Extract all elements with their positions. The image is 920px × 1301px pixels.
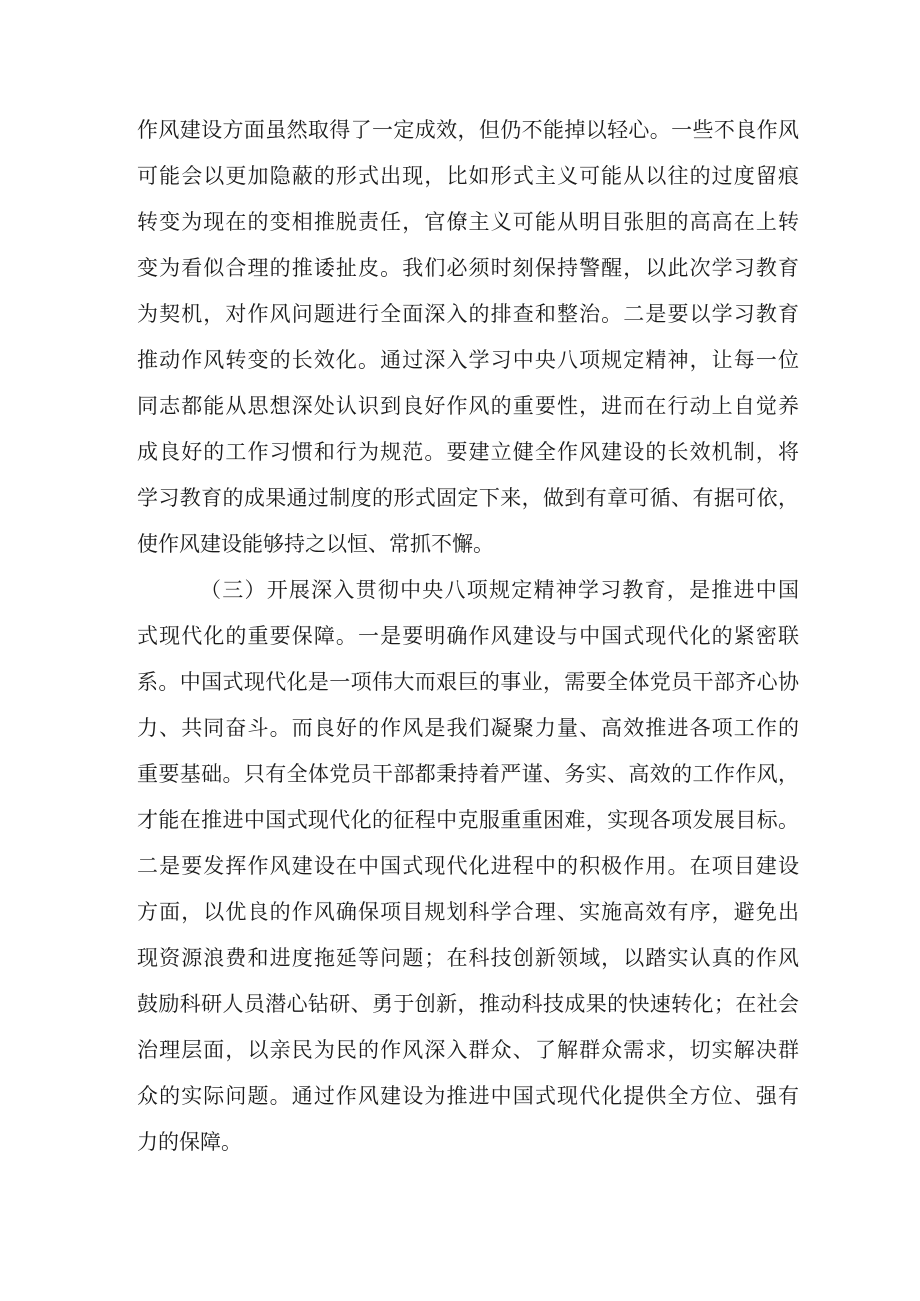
text-line: 式现代化的重要保障。一是要明确作风建设与中国式现代化的紧密联 [137, 624, 799, 648]
text-line: 二是要发挥作风建设在中国式现代化进程中的积极作用。在项目建设 [137, 854, 799, 878]
paragraph-heading-line: （三）开展深入贯彻中央八项规定精神学习教育，是推进中国 [200, 578, 799, 602]
text-line: 为契机，对作风问题进行全面深入的排查和整治。二是要以学习教育 [137, 302, 799, 326]
text-line: 系。中国式现代化是一项伟大而艰巨的事业，需要全体党员干部齐心协 [137, 670, 799, 694]
text-line: 力的保障。 [137, 1130, 242, 1154]
text-line: 才能在推进中国式现代化的征程中克服重重困难，实现各项发展目标。 [137, 808, 799, 832]
text-line: 成良好的工作习惯和行为规范。要建立健全作风建设的长效机制，将 [137, 440, 799, 464]
text-line: 力、共同奋斗。而良好的作风是我们凝聚力量、高效推进各项工作的 [137, 716, 799, 740]
text-line: 重要基础。只有全体党员干部都秉持着严谨、务实、高效的工作作风， [137, 762, 799, 786]
text-line: 转变为现在的变相推脱责任，官僚主义可能从明目张胆的高高在上转 [137, 210, 799, 234]
text-line: 使作风建设能够持之以恒、常抓不懈。 [137, 532, 494, 556]
text-line: 方面，以优良的作风确保项目规划科学合理、实施高效有序，避免出 [137, 900, 799, 924]
text-line: 现资源浪费和进度拖延等问题；在科技创新领域，以踏实认真的作风 [137, 946, 799, 970]
text-line: 治理层面，以亲民为民的作风深入群众、了解群众需求，切实解决群 [137, 1038, 799, 1062]
text-line: 鼓励科研人员潜心钻研、勇于创新，推动科技成果的快速转化；在社会 [137, 992, 799, 1016]
text-line: 众的实际问题。通过作风建设为推进中国式现代化提供全方位、强有 [137, 1084, 799, 1108]
text-line: 学习教育的成果通过制度的形式固定下来，做到有章可循、有据可依， [137, 486, 799, 510]
text-line: 变为看似合理的推诿扯皮。我们必须时刻保持警醒，以此次学习教育 [137, 256, 799, 280]
text-line: 同志都能从思想深处认识到良好作风的重要性，进而在行动上自觉养 [137, 394, 799, 418]
text-line: 可能会以更加隐蔽的形式出现，比如形式主义可能从以往的过度留痕 [137, 164, 799, 188]
text-line: 推动作风转变的长效化。通过深入学习中央八项规定精神，让每一位 [137, 348, 799, 372]
text-line: 作风建设方面虽然取得了一定成效，但仍不能掉以轻心。一些不良作风 [137, 118, 799, 142]
